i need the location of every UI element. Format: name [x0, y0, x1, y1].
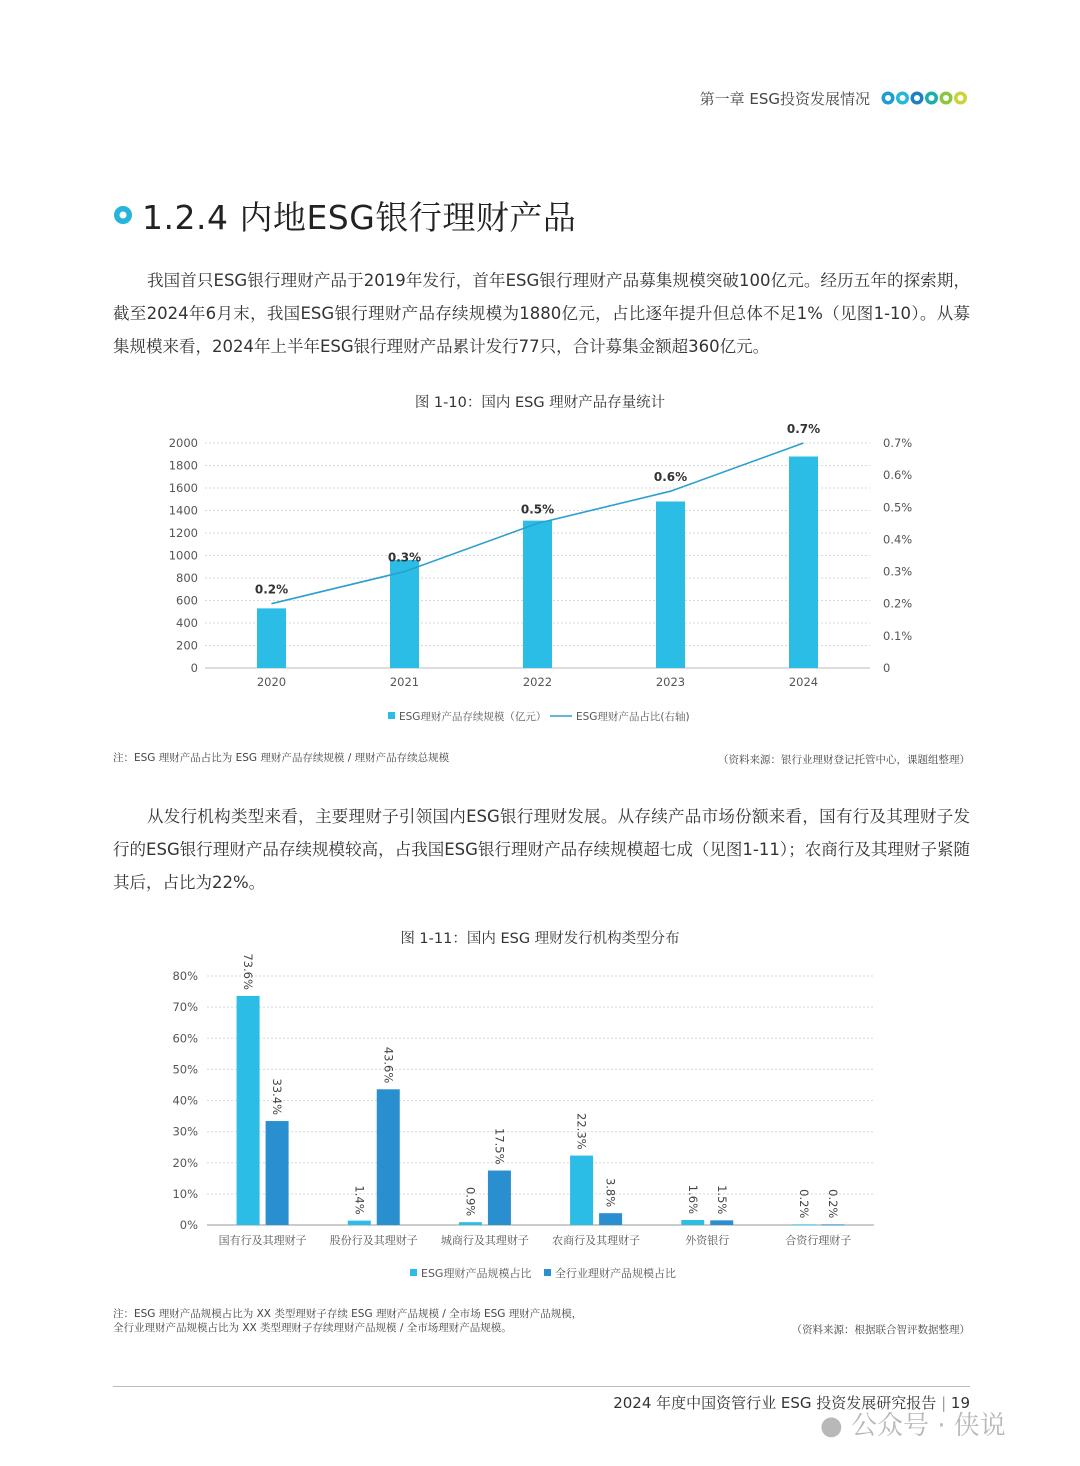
footer-separator: | — [941, 1394, 951, 1412]
bar-esg-stock — [390, 560, 419, 668]
right-axis-tick: 0 — [883, 661, 891, 675]
data-label: 3.8% — [603, 1177, 618, 1208]
chart-issuer-distribution — [150, 950, 890, 1285]
bar-esg-share — [792, 1224, 815, 1225]
left-axis-tick: 1600 — [168, 481, 198, 495]
x-axis-tick: 农商行及其理财子 — [552, 1234, 641, 1247]
figure-1-11-note-line2: 全行业理财产品规模占比为 XX 类型理财子存续理财产品规模 / 全市场理财产品规模。 — [113, 1322, 512, 1334]
data-label: 43.6% — [381, 1046, 396, 1084]
y-axis-tick: 30% — [172, 1124, 198, 1139]
x-axis-tick: 2020 — [256, 675, 287, 689]
y-axis-tick: 20% — [172, 1155, 198, 1170]
data-label: 0.9% — [463, 1186, 478, 1217]
footer-divider — [113, 1386, 970, 1387]
bar-esg-share — [237, 996, 260, 1225]
legend-swatch-industry — [544, 1269, 551, 1276]
legend-label-industry: 全行业理财产品规模占比 — [555, 1267, 676, 1280]
bar-industry-share — [266, 1121, 289, 1225]
x-axis-tick: 股份行及其理财子 — [329, 1234, 418, 1247]
x-axis-tick: 合资行理财子 — [785, 1234, 852, 1247]
left-axis-tick: 1200 — [168, 526, 198, 540]
legend-label-line: ESG理财产品占比(右轴) — [576, 711, 690, 723]
right-axis-tick: 0.5% — [883, 500, 913, 515]
header-dot-center — [885, 95, 891, 101]
x-axis-tick: 城商行及其理财子 — [440, 1234, 529, 1247]
bar-industry-share — [599, 1213, 622, 1225]
data-label-share: 0.6% — [653, 470, 688, 485]
right-axis-tick: 0.3% — [883, 564, 913, 579]
data-label: 33.4% — [270, 1078, 285, 1116]
chapter-header: 第一章 ESG投资发展情况 — [699, 90, 870, 108]
left-axis-tick: 800 — [176, 571, 198, 585]
y-axis-tick: 50% — [172, 1062, 198, 1077]
left-axis-tick: 1800 — [168, 458, 198, 473]
figure-1-10-source: （资料来源：银行业理财登记托管中心，课题组整理） — [718, 754, 970, 766]
watermark-text: 公众号 · 侠说 — [850, 1411, 1006, 1441]
bar-industry-share — [710, 1220, 733, 1225]
y-axis-tick: 0% — [179, 1218, 198, 1232]
x-axis-tick: 2022 — [522, 675, 553, 689]
x-axis-tick: 国有行及其理财子 — [218, 1234, 307, 1247]
figure-1-11-source: （资料来源：根据联合智评数据整理） — [791, 1324, 970, 1336]
bar-industry-share — [377, 1089, 400, 1225]
report-title: 2024 年度中国资管行业 ESG 投资发展研究报告 — [613, 1394, 937, 1412]
bar-esg-share — [570, 1156, 593, 1225]
y-axis-tick: 70% — [172, 1000, 198, 1015]
data-label-share: 0.3% — [387, 550, 422, 565]
right-axis-tick: 0.4% — [883, 532, 913, 547]
header-dot-center — [914, 95, 920, 101]
data-label: 1.5% — [714, 1185, 729, 1215]
data-label-share: 0.2% — [254, 582, 289, 597]
bar-esg-stock — [257, 608, 286, 668]
figure-1-10-title: 图 1-10：国内 ESG 理财产品存量统计 — [414, 395, 666, 411]
page-number: 19 — [950, 1394, 970, 1412]
circle-bullet-icon — [112, 204, 134, 226]
bar-esg-share — [681, 1220, 704, 1225]
data-label: 73.6% — [241, 953, 256, 990]
legend-swatch-bar — [388, 712, 395, 719]
right-axis-tick: 0.1% — [883, 628, 913, 643]
x-axis-tick: 2021 — [389, 675, 420, 689]
right-axis-tick: 0.6% — [883, 468, 913, 483]
legend-swatch-esg — [410, 1269, 417, 1276]
legend-label-esg: ESG理财产品规模占比 — [421, 1267, 532, 1280]
wechat-icon: ● — [820, 1411, 843, 1441]
figure-1-11-note-line1: 注：ESG 理财产品规模占比为 XX 类型理财子存续 ESG 理财产品规模 / 全市场 ESG 理财产品规模， — [113, 1308, 583, 1320]
bar-esg-stock — [656, 502, 685, 669]
x-axis-tick: 2024 — [788, 675, 819, 689]
y-axis-tick: 60% — [172, 1031, 198, 1046]
y-axis-tick: 10% — [172, 1186, 198, 1201]
left-axis-tick: 400 — [176, 616, 198, 630]
data-label-share: 0.5% — [520, 502, 555, 517]
y-axis-tick: 80% — [172, 969, 198, 983]
bar-esg-share — [459, 1222, 482, 1225]
data-label-share: 0.7% — [786, 422, 821, 436]
bar-esg-stock — [523, 521, 552, 668]
header-dot-center — [958, 95, 964, 101]
paragraph-issuer-types: 从发行机构类型来看，主要理财子引领国内ESG银行理财发展。从存续产品市场份额来看，国有行及其理财子发行的ESG银行理财产品存续规模较高，占我国ESG银行理财产品存续规模超七成（见图1-11）；农商行及其理财子紧随其后，占比为22%。 — [113, 807, 970, 892]
data-label: 0.2% — [825, 1189, 840, 1219]
paragraph-esg-overview: 我国首只ESG银行理财产品于2019年发行，首年ESG银行理财产品募集规模突破100亿元。经历五年的探索期，截至2024年6月末，我国ESG银行理财产品存续规模为1880亿元，占比逐年提升但总体不足1%（见图1-10）。从募集规模来看，2024年上半年ESG银行理财产品累计发行77只，合计募集金额超360亿元。 — [113, 271, 970, 356]
x-axis-tick: 外资银行 — [685, 1234, 730, 1247]
data-label: 0.2% — [796, 1189, 811, 1219]
bar-esg-stock — [789, 457, 818, 669]
data-label: 1.4% — [352, 1185, 367, 1215]
left-axis-tick: 0 — [190, 661, 198, 675]
watermark — [820, 1405, 1006, 1442]
legend-label-bar: ESG理财产品存续规模（亿元） — [399, 711, 547, 723]
header-dot-center — [929, 95, 935, 101]
bar-industry-share — [488, 1171, 511, 1225]
data-label: 17.5% — [492, 1127, 507, 1165]
right-axis-tick: 0.2% — [883, 596, 913, 611]
left-axis-tick: 2000 — [168, 436, 198, 450]
left-axis-tick: 600 — [176, 593, 198, 608]
figure-1-11-title: 图 1-11：国内 ESG 理财发行机构类型分布 — [400, 931, 680, 947]
decorative-dots-icon — [880, 90, 970, 106]
y-axis-tick: 40% — [172, 1093, 198, 1108]
left-axis-tick: 200 — [176, 638, 198, 653]
left-axis-tick: 1400 — [168, 503, 198, 518]
data-label: 1.6% — [685, 1184, 700, 1215]
figure-1-10-note: 注：ESG 理财产品占比为 ESG 理财产品存续规模 / 理财产品存续总规模 — [113, 752, 450, 764]
data-label: 22.3% — [574, 1113, 589, 1150]
header-dot-center — [943, 95, 949, 101]
right-axis-tick: 0.7% — [883, 436, 913, 450]
chart-esg-stock — [150, 422, 930, 735]
header-dot-center — [900, 95, 906, 101]
x-axis-tick: 2023 — [655, 675, 686, 689]
left-axis-tick: 1000 — [168, 548, 198, 563]
bar-esg-share — [348, 1221, 371, 1225]
section-title: 1.2.4 内地ESG银行理财产品 — [142, 198, 577, 237]
bar-industry-share — [821, 1224, 844, 1225]
